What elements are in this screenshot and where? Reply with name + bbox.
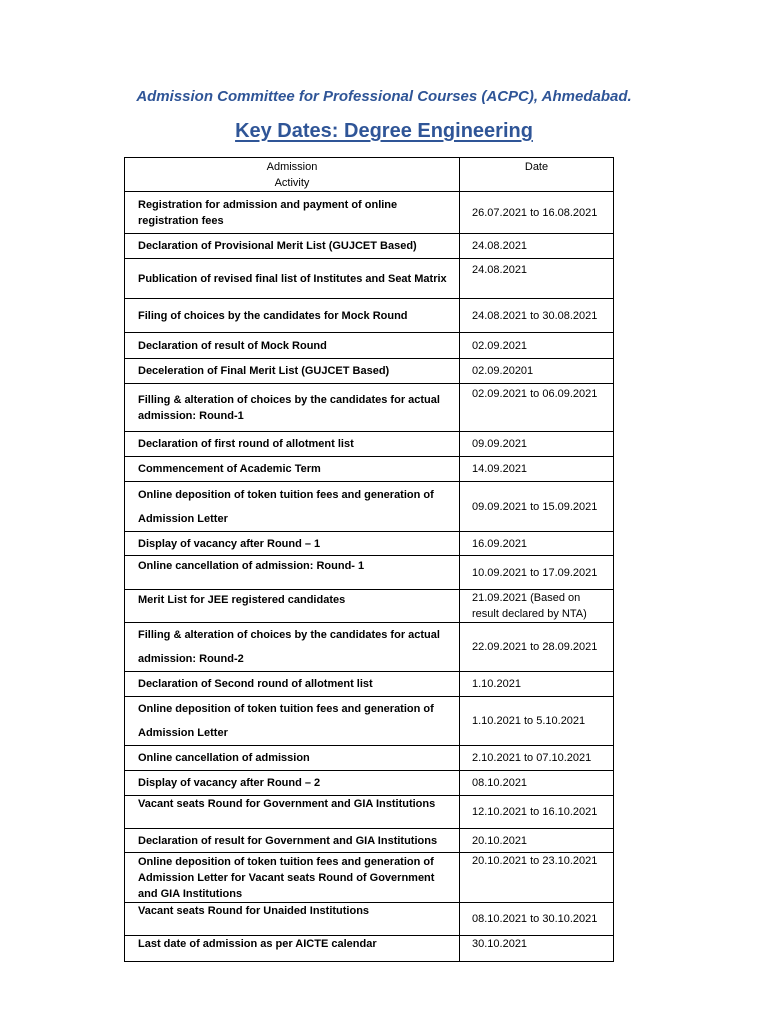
table-row — [125, 384, 614, 432]
table-row — [125, 432, 614, 457]
activity-cell: Vacant seats Round for Government and GIA Institutions — [125, 796, 460, 829]
activity-header-line1: Admission — [266, 161, 318, 173]
activity-cell: Registration for admission and payment of online registration fees — [125, 192, 460, 234]
date-cell: 2.10.2021 to 07.10.2021 — [460, 746, 614, 771]
date-cell: 30.10.2021 — [460, 936, 614, 962]
table-row — [125, 903, 614, 936]
activity-cell: Online deposition of token tuition fees and generation of Admission Letter for Vacant seats Round of Government and GIA Institutions — [125, 853, 460, 903]
table-row — [125, 234, 614, 259]
activity-column-header — [125, 158, 460, 192]
table-row — [125, 829, 614, 853]
date-cell: 02.09.20201 — [460, 359, 614, 384]
date-cell: 20.10.2021 to 23.10.2021 — [460, 853, 614, 903]
table-row — [125, 299, 614, 333]
activity-cell: Deceleration of Final Merit List (GUJCET Based) — [125, 359, 460, 384]
date-cell: 08.10.2021 — [460, 771, 614, 796]
activity-cell: Filling & alteration of choices by the candidates for actual admission: Round-2 — [125, 623, 460, 672]
date-cell: 1.10.2021 — [460, 672, 614, 697]
table-row — [125, 532, 614, 556]
activity-cell: Declaration of result for Government and GIA Institutions — [125, 829, 460, 853]
date-cell: 16.09.2021 — [460, 532, 614, 556]
date-cell: 24.08.2021 — [460, 234, 614, 259]
date-cell: 24.08.2021 — [460, 259, 614, 299]
activity-cell: Commencement of Academic Term — [125, 457, 460, 482]
date-cell: 20.10.2021 — [460, 829, 614, 853]
document-title: Key Dates: Degree Engineering — [235, 120, 533, 142]
activity-cell: Filling & alteration of choices by the candidates for actual admission: Round-1 — [125, 384, 460, 432]
date-cell: 12.10.2021 to 16.10.2021 — [460, 796, 614, 829]
activity-header-line2: Activity — [274, 177, 310, 189]
activity-cell: Display of vacancy after Round – 2 — [125, 771, 460, 796]
table-row — [125, 359, 614, 384]
date-cell: 09.09.2021 to 15.09.2021 — [460, 482, 614, 532]
date-cell: 26.07.2021 to 16.08.2021 — [460, 192, 614, 234]
organization-title: Admission Committee for Professional Courses (ACPC), Ahmedabad. — [136, 88, 632, 105]
activity-cell: Online cancellation of admission: Round- 1 — [125, 556, 460, 590]
date-cell: 21.09.2021 (Based on result declared by NTA) — [460, 590, 614, 623]
date-cell: 14.09.2021 — [460, 457, 614, 482]
date-cell: 24.08.2021 to 30.08.2021 — [460, 299, 614, 333]
table-row — [125, 697, 614, 746]
date-cell: 08.10.2021 to 30.10.2021 — [460, 903, 614, 936]
table-row — [125, 623, 614, 672]
activity-cell: Declaration of Provisional Merit List (GUJCET Based) — [125, 234, 460, 259]
table-row — [125, 746, 614, 771]
date-cell: 10.09.2021 to 17.09.2021 — [460, 556, 614, 590]
table-row — [125, 333, 614, 359]
activity-cell: Publication of revised final list of Institutes and Seat Matrix — [125, 259, 460, 299]
activity-cell: Last date of admission as per AICTE calendar — [125, 936, 460, 962]
table-row — [125, 590, 614, 623]
activity-cell: Declaration of result of Mock Round — [125, 333, 460, 359]
table-row — [125, 556, 614, 590]
activity-cell: Merit List for JEE registered candidates — [125, 590, 460, 623]
table-row — [125, 457, 614, 482]
activity-cell: Online deposition of token tuition fees and generation of Admission Letter — [125, 482, 460, 532]
date-cell: 1.10.2021 to 5.10.2021 — [460, 697, 614, 746]
activity-cell: Vacant seats Round for Unaided Institutions — [125, 903, 460, 936]
activity-cell: Online cancellation of admission — [125, 746, 460, 771]
table-row — [125, 796, 614, 829]
date-cell: 02.09.2021 — [460, 333, 614, 359]
date-cell: 09.09.2021 — [460, 432, 614, 457]
activity-cell: Filing of choices by the candidates for Mock Round — [125, 299, 460, 333]
date-cell: 02.09.2021 to 06.09.2021 — [460, 384, 614, 432]
table-row — [125, 672, 614, 697]
date-cell: 22.09.2021 to 28.09.2021 — [460, 623, 614, 672]
table-row — [125, 853, 614, 903]
table-row — [125, 936, 614, 962]
table-row — [125, 482, 614, 532]
activity-cell: Online deposition of token tuition fees and generation of Admission Letter — [125, 697, 460, 746]
activity-cell: Declaration of Second round of allotment list — [125, 672, 460, 697]
table-row — [125, 192, 614, 234]
key-dates-table — [124, 157, 614, 962]
table-row — [125, 771, 614, 796]
activity-cell: Display of vacancy after Round – 1 — [125, 532, 460, 556]
date-column-header: Date — [460, 158, 614, 192]
activity-cell: Declaration of first round of allotment list — [125, 432, 460, 457]
table-row — [125, 259, 614, 299]
table-header-row — [125, 158, 614, 192]
